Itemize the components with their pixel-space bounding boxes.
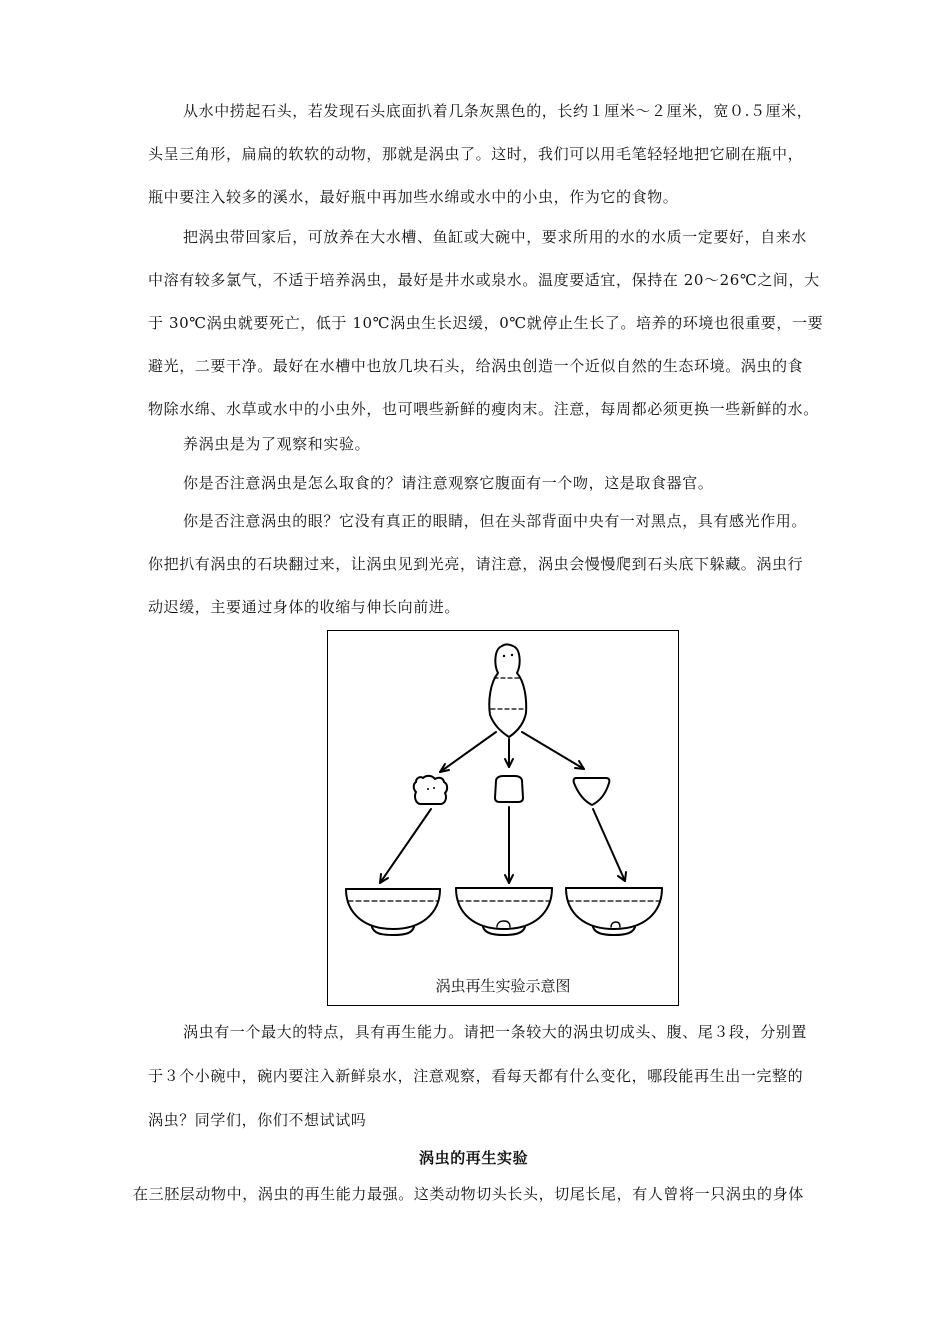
paragraph-5-line-3: 动迟缓，主要通过身体的收缩与伸长向前进。 (148, 598, 461, 616)
paragraph-3: 养涡虫是为了观察和实验。 (183, 435, 371, 453)
paragraph-1-line-2: 头呈三角形，扁扁的软软的动物，那就是涡虫了。这时，我们可以用毛笔轻轻地把它刷在瓶中， (148, 145, 804, 163)
section-heading: 涡虫的再生实验 (419, 1149, 529, 1167)
arrow-to-tail (522, 732, 584, 769)
paragraph-4: 你是否注意涡虫是怎么取食的？请注意观察它腹面有一个吻，这是取食器官。 (183, 474, 714, 492)
regeneration-diagram (327, 630, 679, 1006)
paragraph-2-line-2: 中溶有较多氯气，不适于培养涡虫，最好是井水或泉水。温度要适宜，保持在 20～26℃之间，大 (148, 271, 820, 289)
arrow-to-bowl-right (593, 809, 625, 881)
bowl-left (346, 889, 440, 935)
paragraph-6-line-3: 涡虫？同学们，你们不想试试吗 (148, 1111, 367, 1129)
arrow-to-bowl-left (380, 809, 431, 883)
fragment-head (414, 776, 447, 804)
bowl-right (566, 888, 662, 935)
regeneration-diagram-drawing (328, 631, 678, 1005)
paragraph-5-line-2: 你把扒有涡虫的石块翻过来，让涡虫见到光亮，请注意，涡虫会慢慢爬到石头底下躲藏。涡虫行 (148, 555, 804, 573)
bowl-middle (456, 888, 552, 935)
paragraph-2-line-5: 物除水绵、水草或水中的小虫外，也可喂些新鲜的瘦肉末。注意，每周都必须更换一些新鲜的水。 (148, 400, 819, 418)
fragment-tail (574, 778, 610, 805)
paragraph-2-line-3: 于 30℃涡虫就要死亡，低于 10℃涡虫生长迟缓，0℃就停止生长了。培养的环境也很重要，一要 (148, 314, 824, 332)
eye-spot-right (511, 654, 513, 656)
paragraph-6-line-1: 涡虫有一个最大的特点，具有再生能力。请把一条较大的涡虫切成头、腹、尾３段，分别置 (183, 1023, 808, 1041)
paragraph-1-line-3: 瓶中要注入较多的溪水，最好瓶中再加些水绵或水中的小虫，作为它的食物。 (148, 188, 679, 206)
paragraph-7: 在三胚层动物中，涡虫的再生能力最强。这类动物切头长头，切尾长尾，有人曾将一只涡虫的身体 (133, 1185, 804, 1203)
arrow-to-head (440, 732, 496, 772)
paragraph-2-line-4: 避光，二要干净。最好在水槽中也放几块石头，给涡虫创造一个近似自然的生态环境。涡虫的食 (148, 357, 804, 375)
paragraph-1-line-1: 从水中捞起石头，若发现石头底面扒着几条灰黑色的，长约１厘米～２厘米，宽０.５厘米， (183, 102, 813, 120)
eye-spot-left (503, 655, 505, 657)
figure-caption: 涡虫再生实验示意图 (435, 977, 571, 995)
paragraph-6-line-2: 于３个小碗中，碗内要注入新鲜泉水，注意观察，看每天都有什么变化，哪段能再生出一完整的 (148, 1067, 804, 1085)
planarian-whole (489, 645, 526, 738)
paragraph-2-line-1: 把涡虫带回家后，可放养在大水槽、鱼缸或大碗中，要求所用的水的水质一定要好，自来水 (183, 228, 808, 246)
paragraph-5-line-1: 你是否注意涡虫的眼？它没有真正的眼睛，但在头部背面中央有一对黑点，具有感光作用。 (183, 512, 808, 530)
fragment-middle (495, 776, 523, 802)
